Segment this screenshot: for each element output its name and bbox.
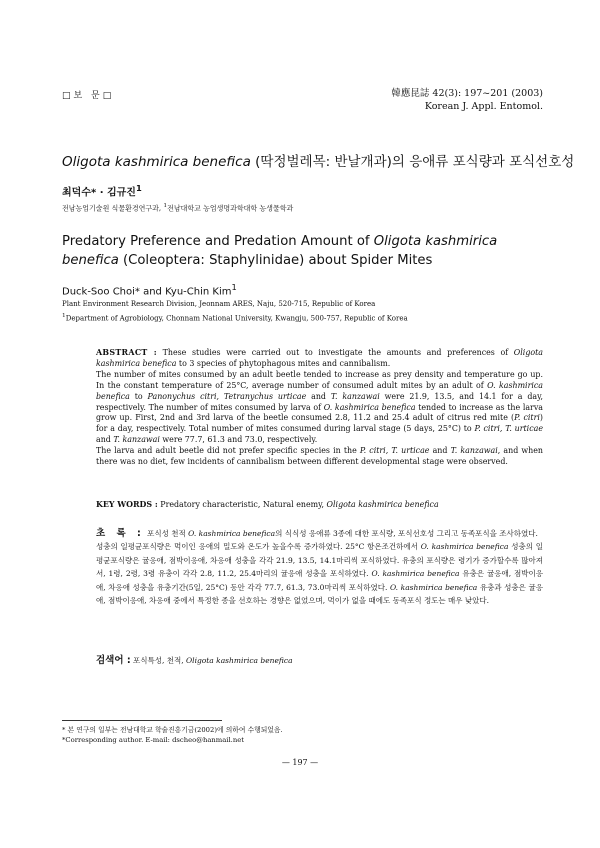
english-authors: Duck-Soo Choi* and Kyu-Chin Kim$^1$	[62, 282, 237, 298]
korean-title-species: Oligota kashmirica benefica	[62, 154, 251, 170]
korean-keywords: 검색어 : 포식특성, 천적, Oligota kashmirica benefica	[96, 655, 293, 666]
korean-abstract: 초 록 : 포식성 천적 O. kashmirica benefica의 식식성 응애류 3종에 대한 포식량, 포식선호성 그리고 동족포식을 조사하였다. 성충의 일평균포식량은 먹이인 응애의 밀도와 온도가 높을수록 증가하였다. 25°C 항온조건하에서 O. kashmirica benefica 성충의 일평균포식량은 귤응애, 점박이응애, 차응애 성충을 각각 21.9, 13.5, 14.1마리씩 포식하였다. 유충의 포식량은 령기가 증가할수록 많아져서, 1령, 2령, 3령 유충이 각각 2.8, 11.2, 25.4마리의 귤응애 성충을 포식하였다. O. kashmirica benefica 유충은 귤응애, 점박이응애, 차응애 성충을 유충기간(5일, 25°C) 동안 각각 77.7, 61.3, 73.0마리씩 포식하였다. O. kashmirica benefica 유충과 성충은 귤응애, 점박이응애, 차응애 중에서 특정한 종을 선호하는 경향은 없었으며, 먹이가 없을 때에도 동족포식 정도는 매우 낮았다.	[96, 528, 544, 606]
corresponding-author: *Corresponding author. E-mail: dscheo@hanmail.net	[62, 736, 244, 744]
funding-note: * 본 연구의 일부는 전남대학교 학술진흥기금(2002)에 의하여 수행되었음.	[62, 726, 283, 734]
page-number: — 197 —	[281, 758, 319, 767]
korean-abstract-label: 초 록 :	[96, 528, 145, 539]
journal-header	[391, 87, 543, 113]
english-title: Predatory Preference and Predation Amount of Oligota kashmirica benefica (Coleoptera: Staphylinidae) about Spider Mites	[62, 234, 498, 268]
abstract-label: ABSTRACT :	[96, 348, 157, 357]
korean-affiliation: 전남농업기술원 식물환경연구과, $^1$전남대학교 농업생명과학대학 농생물학과	[62, 203, 294, 213]
keywords: KEY WORDS : Predatory characteristic, Natural enemy, Oligota kashmirica benefica	[96, 500, 439, 509]
korean-title	[62, 150, 574, 170]
journal-citation: 韓應昆誌 42(3): 197~201 (2003)	[391, 88, 543, 99]
english-affiliation: Plant Environment Research Division, Jeonnam ARES, Naju, 520-715, Republic of Korea $^1$Department of Agrobiology, Chonnam National University, Kwangju, 500-757, Republic of Korea	[62, 300, 408, 323]
footnote-divider	[62, 720, 222, 721]
journal-name: Korean J. Appl. Entomol.	[424, 101, 543, 112]
korean-title-rest: (딱정벌레목: 반날개과)의 응애류 포식량과 포식선호성	[250, 154, 575, 170]
keywords-label: KEY WORDS :	[96, 500, 158, 509]
english-title-species: Oligota kashmirica benefica	[62, 234, 498, 268]
korean-keywords-label: 검색어 :	[96, 655, 131, 666]
footnotes	[62, 725, 283, 745]
korean-authors: 최덕수* · 김규진$^1$	[62, 183, 142, 199]
abstract: ABSTRACT : These studies were carried out to investigate the amounts and preferences of Oligota kashmirica benefica to 3 species of phytophagous mites and cannibalism. The number of mites consumed by an adult beetle tended to increase as prey density and temperature go up. In the constant temperature of 25°C, average number of consumed adult mites by an adult of O. kashmirica benefica to Panonychus citri, Tetranychus urticae and T. kanzawai were 21.9, 13.5, and 14.1 for a day, respectively. The number of mites consumed by larva of O. kashmirica benefica tended to increase as the larva grow up. First, 2nd and 3rd larva of the beetle consumed 2.8, 11.2 and 25.4 adult of citrus red mite (P. citri) for a day, respectively. Total number of mites consumed during larval stage (5 days, 25°C) to P. citri, T. urticae and T. kanzawai were 77.7, 61.3 and 73.0, respectively. The larva and adult beetle did not prefer specific species in the P. citri, T. urticae and T. kanzawai, and when there was no diet, few incidents of cannibalism between different developmental stage were observed.	[96, 348, 544, 467]
section-label: □보 문□	[62, 91, 115, 101]
